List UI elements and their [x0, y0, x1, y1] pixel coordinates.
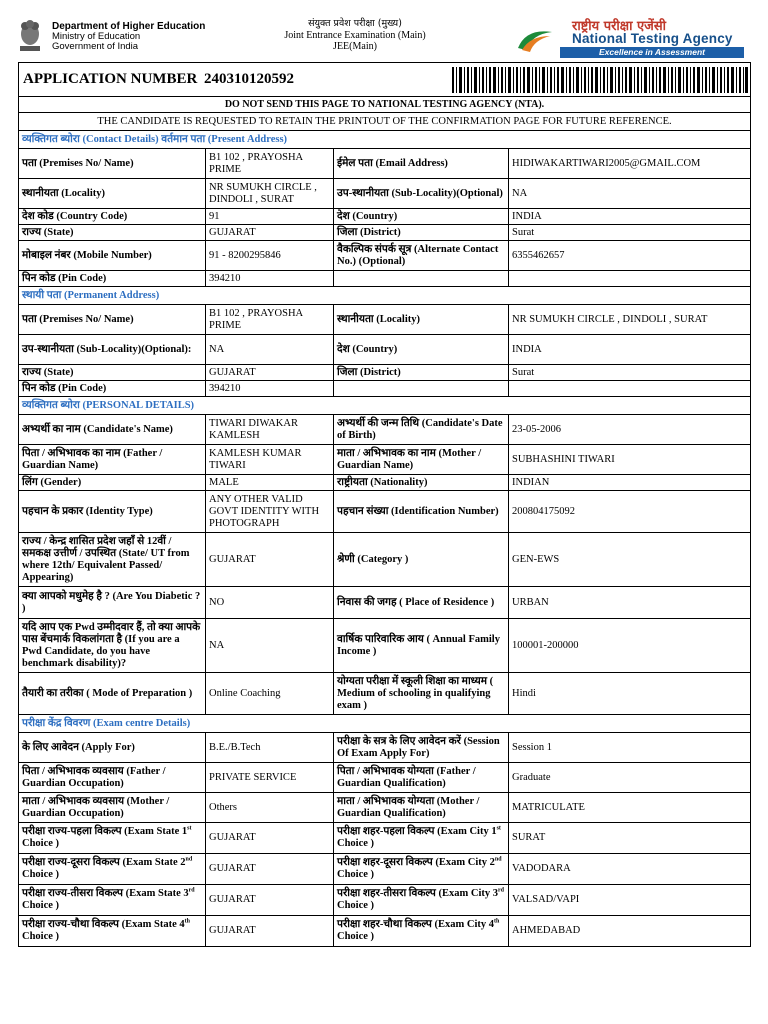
ordinal-suffix: nd: [185, 856, 193, 863]
field-value: NA: [206, 335, 334, 365]
ordinal-suffix: th: [494, 918, 500, 925]
section-title: व्यक्तिगत ब्योरा (Contact Details) वर्तमान पता (Present Address): [19, 131, 751, 149]
section-personal-details: [19, 397, 751, 415]
ordinal-suffix: st: [187, 825, 192, 832]
field-value: Session 1: [509, 733, 751, 763]
table-row: [19, 533, 751, 587]
label-text: परीक्षा शहर-चौथा विकल्प (Exam City 4: [337, 919, 495, 930]
field-value: PRIVATE SERVICE: [206, 763, 334, 793]
label-text: Choice ): [337, 869, 375, 880]
exam-title-hindi: संयुक्त प्रवेश परीक्षा (मुख्य): [308, 18, 402, 29]
field-label: स्थानीयता (Locality): [19, 179, 206, 209]
empty-cell: [509, 271, 751, 287]
field-label: के लिए आवेदन (Apply For): [19, 733, 206, 763]
field-label: जिला (District): [334, 225, 509, 241]
field-value: B.E./B.Tech: [206, 733, 334, 763]
field-label: [334, 885, 509, 916]
field-label: क्या आपको मधुमेह है ? (Are You Diabetic ? ): [19, 587, 206, 619]
field-value: NA: [509, 179, 751, 209]
field-label: वैकल्पिक संपर्क सूत्र (Alternate Contact No.) (Optional): [334, 241, 509, 271]
field-value: GUJARAT: [206, 823, 334, 854]
field-label: राष्ट्रीयता (Nationality): [334, 475, 509, 491]
field-label: यदि आप एक Pwd उम्मीदवार हैं, तो क्या आपके पास बेंचमार्क विकलांगता है (If you are a Pwd Candidate, do you have benchmark disability)?: [19, 619, 206, 673]
field-value: B1 102 , PRAYOSHA PRIME: [206, 149, 334, 179]
field-value: MATRICULATE: [509, 793, 751, 823]
field-label: माता / अभिभावक व्यवसाय (Mother / Guardian Occupation): [19, 793, 206, 823]
barcode-cell: [334, 63, 751, 97]
label-text: परीक्षा शहर-पहला विकल्प (Exam City 1: [337, 826, 497, 837]
ordinal-suffix: th: [184, 918, 190, 925]
field-label: अभ्यर्थी की जन्म तिथि (Candidate's Date of Birth): [334, 415, 509, 445]
app-number-label: APPLICATION NUMBER: [23, 70, 198, 87]
field-label: पिन कोड (Pin Code): [19, 271, 206, 287]
field-label: राज्य (State): [19, 225, 206, 241]
barcode-icon: [452, 67, 748, 93]
field-label: देश कोड (Country Code): [19, 209, 206, 225]
notice-row-1: [19, 97, 751, 113]
field-label: मोबाइल नंबर (Mobile Number): [19, 241, 206, 271]
label-text: Choice ): [22, 931, 60, 942]
label-text: Choice ): [337, 900, 375, 911]
field-label: योग्यता परीक्षा में स्कूली शिक्षा का माध्यम ( Medium of schooling in qualifying exam ): [334, 673, 509, 715]
government-name: Government of India: [52, 41, 139, 52]
field-value: NR SUMUKH CIRCLE , DINDOLI , SURAT: [206, 179, 334, 209]
field-value: GUJARAT: [206, 533, 334, 587]
field-value: GUJARAT: [206, 365, 334, 381]
field-value: KAMLESH KUMAR TIWARI: [206, 445, 334, 475]
section-present-address: [19, 131, 751, 149]
field-value: URBAN: [509, 587, 751, 619]
field-label: देश (Country): [334, 209, 509, 225]
label-text: Choice ): [22, 869, 60, 880]
field-value: GUJARAT: [206, 916, 334, 947]
table-row: [19, 491, 751, 533]
field-value: Others: [206, 793, 334, 823]
field-label: पता (Premises No/ Name): [19, 149, 206, 179]
table-row: [19, 619, 751, 673]
field-value: B1 102 , PRAYOSHA PRIME: [206, 305, 334, 335]
field-label: श्रेणी (Category ): [334, 533, 509, 587]
field-label: परीक्षा के सत्र के लिए आवेदन करें (Session Of Exam Apply For): [334, 733, 509, 763]
dept-name: Department of Higher Education: [52, 21, 206, 32]
field-value: VALSAD/VAPI: [509, 885, 751, 916]
field-label: [19, 823, 206, 854]
table-row: [19, 885, 751, 916]
field-label: [334, 916, 509, 947]
ordinal-suffix: st: [496, 825, 501, 832]
field-value: NR SUMUKH CIRCLE , DINDOLI , SURAT: [509, 305, 751, 335]
table-row: [19, 733, 751, 763]
field-value: AHMEDABAD: [509, 916, 751, 947]
field-value: Surat: [509, 365, 751, 381]
field-label: पहचान संख्या (Identification Number): [334, 491, 509, 533]
field-label: [19, 854, 206, 885]
field-value: 100001-200000: [509, 619, 751, 673]
field-value: HIDIWAKARTIWARI2005@GMAIL.COM: [509, 149, 751, 179]
field-value: 23-05-2006: [509, 415, 751, 445]
section-permanent-address: [19, 287, 751, 305]
table-row: [19, 149, 751, 179]
field-label: पहचान के प्रकार (Identity Type): [19, 491, 206, 533]
table-row: [19, 587, 751, 619]
table-row: [19, 475, 751, 491]
field-label: पिता / अभिभावक व्यवसाय (Father / Guardian Occupation): [19, 763, 206, 793]
notice-do-not-send: DO NOT SEND THIS PAGE TO NATIONAL TESTING AGENCY (NTA).: [19, 97, 751, 113]
table-row: [19, 335, 751, 365]
label-text: Choice ): [22, 838, 60, 849]
field-value: SURAT: [509, 823, 751, 854]
nta-logo: [516, 14, 748, 58]
nta-tagline: Excellence in Assessment: [560, 47, 744, 58]
field-value: VADODARA: [509, 854, 751, 885]
field-value: TIWARI DIWAKAR KAMLESH: [206, 415, 334, 445]
field-label: राज्य / केन्द्र शासित प्रदेश जहाँ से 12वीं / समकक्ष उत्तीर्ण / उपस्थित (State/ UT from where 12th/ Equivalent Passed/ Appearing): [19, 533, 206, 587]
field-label: पिन कोड (Pin Code): [19, 381, 206, 397]
field-value: GUJARAT: [206, 885, 334, 916]
notice-retain-printout: THE CANDIDATE IS REQUESTED TO RETAIN THE PRINTOUT OF THE CONFIRMATION PAGE FOR FUTURE REFERENCE.: [19, 113, 751, 131]
ordinal-suffix: rd: [188, 887, 195, 894]
ordinal-suffix: nd: [494, 856, 502, 863]
field-label: माता / अभिभावक का नाम (Mother / Guardian Name): [334, 445, 509, 475]
field-value: 91: [206, 209, 334, 225]
field-value: Graduate: [509, 763, 751, 793]
field-label: अभ्यर्थी का नाम (Candidate's Name): [19, 415, 206, 445]
table-row: [19, 763, 751, 793]
national-emblem-icon: [16, 16, 44, 54]
exam-title-short: JEE(Main): [333, 41, 377, 52]
nta-swoosh-icon: [516, 26, 554, 54]
table-row: [19, 381, 751, 397]
empty-cell: [334, 271, 509, 287]
field-label: उप-स्थानीयता (Sub-Locality)(Optional): [334, 179, 509, 209]
empty-cell: [334, 381, 509, 397]
field-label: [19, 916, 206, 947]
field-value: INDIA: [509, 335, 751, 365]
field-label: माता / अभिभावक योग्यता (Mother / Guardian Qualification): [334, 793, 509, 823]
table-row: [19, 209, 751, 225]
field-label: निवास की जगह ( Place of Residence ): [334, 587, 509, 619]
section-title: व्यक्तिगत ब्योरा (PERSONAL DETAILS): [19, 397, 751, 415]
section-title: स्थायी पता (Permanent Address): [19, 287, 751, 305]
label-text: परीक्षा राज्य-चौथा विकल्प (Exam State 4: [22, 919, 185, 930]
field-label: ईमेल पता (Email Address): [334, 149, 509, 179]
notice-row-2: [19, 113, 751, 131]
field-value: INDIAN: [509, 475, 751, 491]
table-row: [19, 225, 751, 241]
field-label: वार्षिक पारिवारिक आय ( Annual Family Income ): [334, 619, 509, 673]
field-label: उप-स्थानीयता (Sub-Locality)(Optional):: [19, 335, 206, 365]
nta-english: National Testing Agency: [572, 31, 733, 46]
table-row: [19, 854, 751, 885]
field-value: ANY OTHER VALID GOVT IDENTITY WITH PHOTOGRAPH: [206, 491, 334, 533]
label-text: परीक्षा शहर-तीसरा विकल्प (Exam City 3: [337, 888, 499, 899]
table-row: [19, 445, 751, 475]
field-value: 200804175092: [509, 491, 751, 533]
table-row: [19, 241, 751, 271]
label-text: परीक्षा राज्य-दूसरा विकल्प (Exam State 2: [22, 857, 186, 868]
field-label: पिता / अभिभावक योग्यता (Father / Guardian Qualification): [334, 763, 509, 793]
field-value: Hindi: [509, 673, 751, 715]
table-row: [19, 823, 751, 854]
label-text: परीक्षा शहर-दूसरा विकल्प (Exam City 2: [337, 857, 495, 868]
field-label: देश (Country): [334, 335, 509, 365]
exam-title-english: Joint Entrance Examination (Main): [284, 29, 426, 41]
label-text: Choice ): [22, 900, 60, 911]
field-value: GUJARAT: [206, 225, 334, 241]
field-value: Surat: [509, 225, 751, 241]
field-label: लिंग (Gender): [19, 475, 206, 491]
table-row: [19, 179, 751, 209]
table-row: [19, 793, 751, 823]
field-value: GUJARAT: [206, 854, 334, 885]
field-label: पता (Premises No/ Name): [19, 305, 206, 335]
page-header: [0, 0, 768, 60]
field-value: Online Coaching: [206, 673, 334, 715]
field-label: [19, 885, 206, 916]
field-label: तैयारी का तरीका ( Mode of Preparation ): [19, 673, 206, 715]
field-label: स्थानीयता (Locality): [334, 305, 509, 335]
label-text: परीक्षा राज्य-तीसरा विकल्प (Exam State 3: [22, 888, 189, 899]
confirmation-table: [18, 62, 751, 947]
field-label: [334, 823, 509, 854]
table-row: [19, 916, 751, 947]
field-value: INDIA: [509, 209, 751, 225]
application-row: [19, 63, 751, 97]
app-number-value: 240310120592: [203, 70, 294, 87]
field-value: GEN-EWS: [509, 533, 751, 587]
table-row: [19, 271, 751, 287]
label-text: परीक्षा राज्य-पहला विकल्प (Exam State 1: [22, 826, 188, 837]
section-title: परीक्षा केंद्र विवरण (Exam centre Details): [19, 715, 751, 733]
field-label: [334, 854, 509, 885]
department-block: [52, 22, 205, 52]
table-row: [19, 673, 751, 715]
field-value: NA: [206, 619, 334, 673]
table-row: [19, 365, 751, 381]
table-row: [19, 415, 751, 445]
label-text: Choice ): [337, 838, 375, 849]
ordinal-suffix: rd: [498, 887, 505, 894]
field-label: पिता / अभिभावक का नाम (Father / Guardian Name): [19, 445, 206, 475]
field-value: 6355462657: [509, 241, 751, 271]
field-value: 91 - 8200295846: [206, 241, 334, 271]
app-number-cell: [19, 63, 334, 97]
exam-title-block: [240, 18, 470, 53]
field-label: जिला (District): [334, 365, 509, 381]
empty-cell: [509, 381, 751, 397]
field-value: NO: [206, 587, 334, 619]
ministry-name: Ministry of Education: [52, 31, 141, 42]
table-row: [19, 305, 751, 335]
section-exam-centre: [19, 715, 751, 733]
label-text: Choice ): [337, 931, 375, 942]
field-value: MALE: [206, 475, 334, 491]
field-label: राज्य (State): [19, 365, 206, 381]
nta-hindi: राष्ट्रीय परीक्षा एजेंसी: [572, 19, 666, 34]
field-value: 394210: [206, 271, 334, 287]
field-value: 394210: [206, 381, 334, 397]
field-value: SUBHASHINI TIWARI: [509, 445, 751, 475]
